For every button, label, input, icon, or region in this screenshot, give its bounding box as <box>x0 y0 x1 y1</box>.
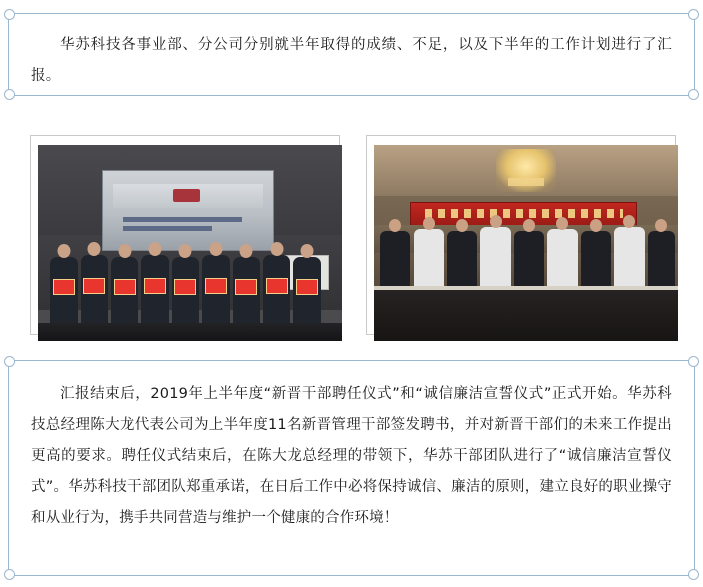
person-figure <box>202 255 229 324</box>
person-head <box>523 219 535 232</box>
corner-dot-bottom-right <box>688 89 699 100</box>
projector-screen-title-bar <box>123 217 242 222</box>
person-figure <box>648 231 675 290</box>
banner-text-glyphs <box>425 209 623 217</box>
chandelier-base <box>508 178 544 186</box>
intro-paragraph: 华苏科技各事业部、分公司分别就半年取得的成绩、不足，以及下半年的工作计划进行了汇报。 <box>31 37 672 84</box>
intro-text-box <box>8 13 695 96</box>
person-head <box>179 244 192 258</box>
person-figure <box>263 255 290 324</box>
corner-dot-top-right <box>688 356 699 367</box>
certificate <box>296 279 318 295</box>
person-figure <box>514 231 544 290</box>
body-paragraph: 汇报结束后，2019年上半年度“新晋干部聘任仪式”和“诚信廉洁宣誓仪式”正式开始。华苏科技总经理陈大龙代表公司为上半年度11名新晋管理干部签发聘书，并对新晋干部们的未来工作提出更高的要求。聘任仪式结束后，在陈大龙总经理的带领下，华苏干部团队进行了“诚信廉洁宣誓仪式”。华苏科技干部团队郑重承诺，在日后工作中必将保持诚信、廉洁的原则，建立良好的职业操守和从业行为，携手共同营造与维护一个健康的合作环境！ <box>31 386 672 526</box>
body-text-inner <box>9 361 694 548</box>
person-head <box>57 244 70 258</box>
certificate <box>53 279 75 295</box>
person-head <box>590 219 602 232</box>
person-head <box>88 242 101 256</box>
corner-dot-bottom-left <box>4 569 15 580</box>
certificate <box>114 279 136 295</box>
person-head <box>490 215 502 228</box>
person-figure <box>50 257 77 324</box>
person-figure <box>581 231 611 290</box>
photo-image-oath-ceremony <box>374 145 678 341</box>
person-figure <box>380 231 410 290</box>
certificate <box>83 278 105 294</box>
person-head <box>456 219 468 232</box>
conference-table <box>374 290 678 341</box>
person-head <box>301 244 314 258</box>
body-text-box <box>8 360 695 576</box>
intro-text-inner <box>9 14 694 106</box>
certificate <box>266 278 288 294</box>
person-figure <box>111 257 138 324</box>
person-head <box>556 217 568 230</box>
projector-screen-logo <box>173 189 200 202</box>
certificate <box>205 278 227 294</box>
person-head <box>655 219 667 232</box>
person-head <box>240 244 253 258</box>
person-head <box>389 219 401 232</box>
person-figure <box>414 229 444 290</box>
projector-screen-subtitle-bar <box>123 226 212 231</box>
figure-group-photo-certificates <box>24 135 344 345</box>
corner-dot-top-right <box>688 9 699 20</box>
person-figure <box>547 229 577 290</box>
corner-dot-top-left <box>4 9 15 20</box>
person-figure <box>293 257 320 324</box>
photo-content-left <box>38 145 342 341</box>
photo-content-right <box>374 145 678 341</box>
photo-image-certificates <box>38 145 342 341</box>
person-figure <box>141 255 168 324</box>
person-head <box>270 242 283 256</box>
person-figure <box>233 257 260 324</box>
stage-front-edge <box>38 323 342 341</box>
person-head <box>149 242 162 256</box>
person-head <box>209 242 222 256</box>
corner-dot-bottom-left <box>4 89 15 100</box>
certificate <box>235 279 257 295</box>
person-figure <box>172 257 199 324</box>
certificate <box>174 279 196 295</box>
person-figure <box>81 255 108 324</box>
projector-screen <box>102 170 274 250</box>
corner-dot-bottom-right <box>688 569 699 580</box>
person-head <box>118 244 131 258</box>
certificate <box>144 278 166 294</box>
person-figure <box>447 231 477 290</box>
person-figure <box>480 227 510 290</box>
figure-group-photo-oath-ceremony <box>360 135 680 345</box>
person-figure <box>614 227 644 290</box>
corner-dot-top-left <box>4 356 15 367</box>
person-head <box>423 217 435 230</box>
person-head <box>623 215 635 228</box>
